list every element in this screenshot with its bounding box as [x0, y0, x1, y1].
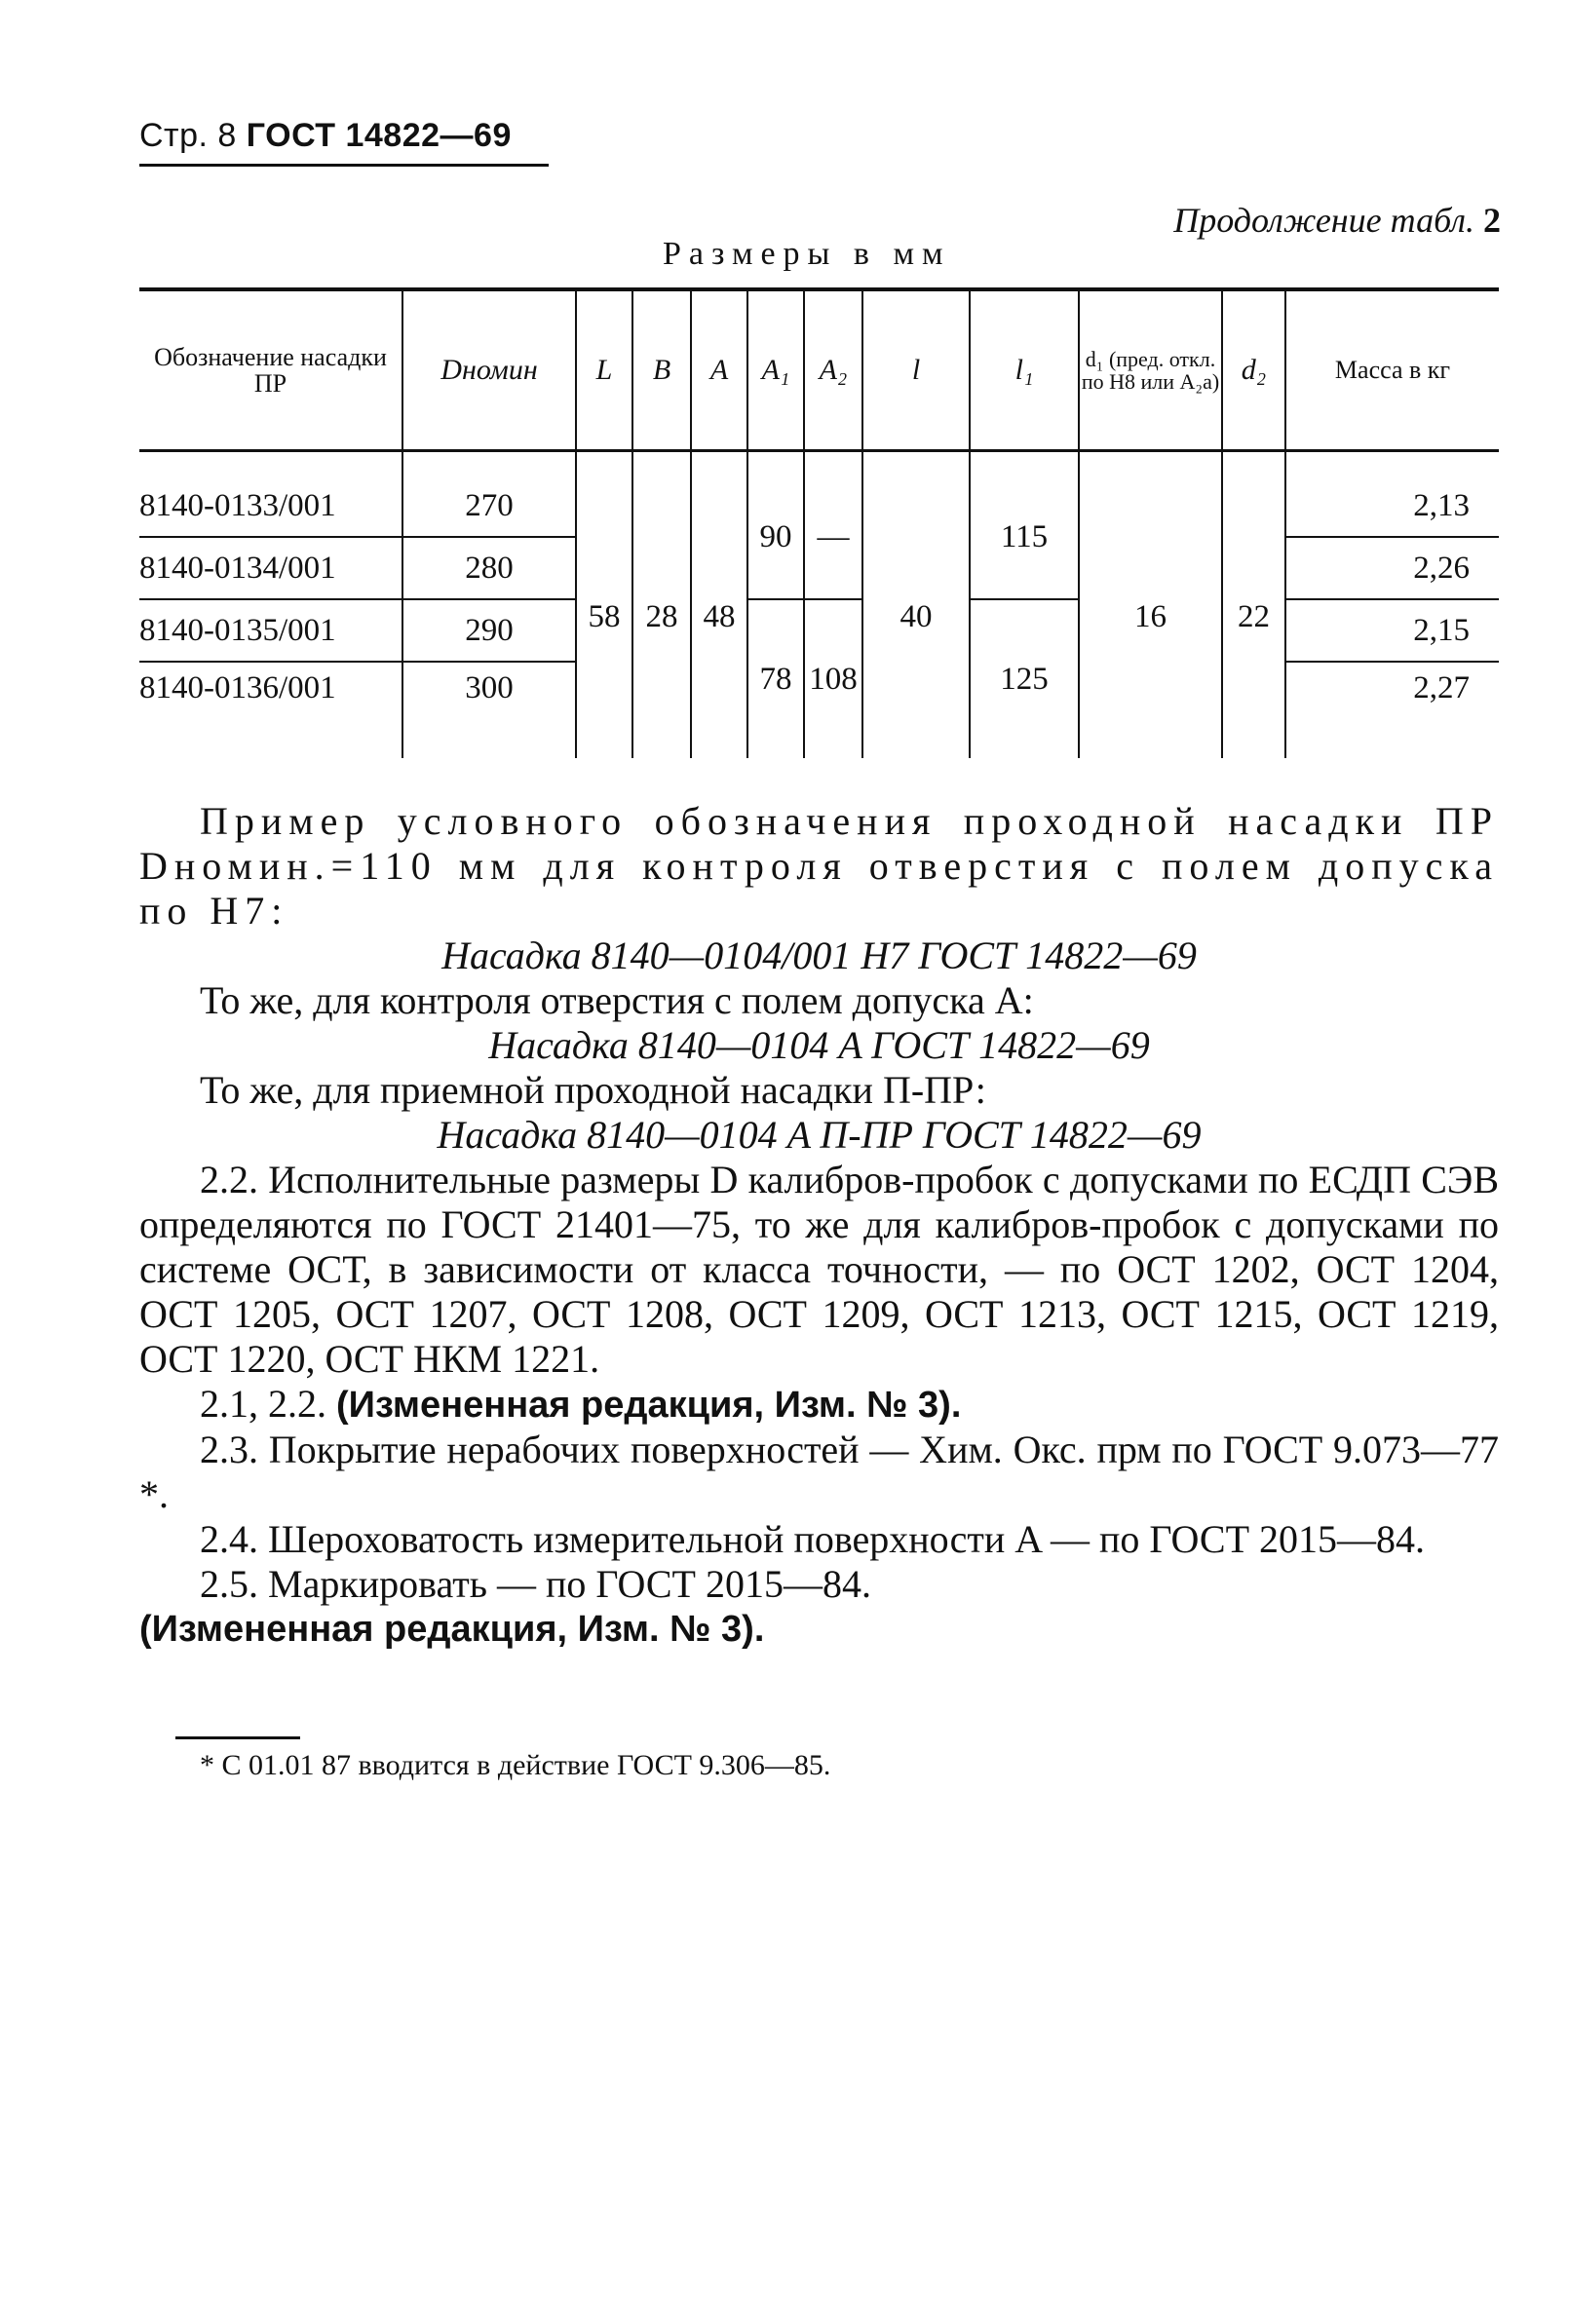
example-code-3: Насадка 8140—0104 A П-ПР ГОСТ 14822—69: [437, 1113, 1202, 1157]
continuation-label: Продолжение табл.: [1173, 201, 1474, 240]
row-d-nom: 270: [402, 451, 576, 538]
clause-2-3: 2.3. Покрытие нерабочих поверхностей — Хим. Окс. прм по ГОСТ 9.073—77 *.: [139, 1428, 1499, 1516]
col-d-nom: Dномин: [402, 289, 576, 451]
cell-l1-bottom: 125: [970, 599, 1079, 758]
row-designation: 8140-0134/001: [139, 537, 402, 599]
col-A1: A₁: [747, 289, 804, 451]
row-designation: 8140-0136/001: [139, 662, 402, 758]
example-code-1: Насадка 8140—0104/001 H7 ГОСТ 14822—69: [441, 933, 1197, 977]
col-L: L: [576, 289, 632, 451]
col-B: B: [632, 289, 691, 451]
clause-2-4: 2.4. Шероховатость измерительной поверхности A — по ГОСТ 2015—84.: [200, 1517, 1426, 1561]
col-designation: Обозначение насадки ПР: [139, 289, 402, 451]
clause-2-2: 2.2. Исполнительные размеры D калибров-пробок с допусками по ЕСДП СЭВ определяются по ГОСТ 21401—75, то же для калибров-пробок с допусками по системе ОСТ, в зависимости от класса точности, — по ОСТ 1202, ОСТ 1204, ОСТ 1205, ОСТ 1207, ОСТ 1208, ОСТ 1209, ОСТ 1213, ОСТ 1215, ОСТ 1219, ОСТ 1220, ОСТ НКМ 1221.: [139, 1158, 1499, 1381]
footnote: * С 01.01 87 вводится в действие ГОСТ 9.306—85.: [200, 1749, 831, 1781]
table-continuation: [1173, 200, 1501, 241]
row-mass: 2,26: [1285, 537, 1499, 599]
col-l1: l₁: [970, 289, 1079, 451]
table-number: 2: [1483, 201, 1501, 240]
example-3-intro: То же, для приемной проходной насадки П-ПР:: [200, 1068, 986, 1112]
clause-2-1-amendment: [139, 1382, 1499, 1428]
cell-A2-top: —: [804, 451, 862, 600]
amendment-ref: 2.1, 2.2.: [200, 1382, 326, 1426]
units-caption: Размеры в мм: [663, 236, 951, 272]
row-mass: 2,15: [1285, 599, 1499, 662]
cell-A1-bottom: 78: [747, 599, 804, 758]
page-header: [139, 117, 512, 155]
cell-l: 40: [862, 451, 970, 759]
cell-L: 58: [576, 451, 632, 759]
row-d-nom: 290: [402, 599, 576, 662]
clause-2-5: 2.5. Маркировать — по ГОСТ 2015—84.: [200, 1562, 871, 1606]
row-mass: 2,27: [1285, 662, 1499, 758]
amendment-note: (Измененная редакция, Изм. № 3).: [336, 1385, 962, 1426]
col-A: A: [691, 289, 747, 451]
cell-B: 28: [632, 451, 691, 759]
example-intro: Пример условного обозначения проходной насадки ПР Dномин.=110 мм для контроля отверстия с полем допуска по H7:: [139, 799, 1499, 933]
table-header-row: [139, 289, 1499, 451]
table-row: [139, 599, 1499, 662]
cell-d2: 22: [1222, 451, 1285, 759]
cell-A1-top: 90: [747, 451, 804, 600]
col-mass: Масса в кг: [1285, 289, 1499, 451]
standard-number: ГОСТ 14822—69: [246, 117, 512, 154]
row-mass: 2,13: [1285, 451, 1499, 538]
row-designation: 8140-0133/001: [139, 451, 402, 538]
header-rule: [139, 164, 549, 167]
col-l: l: [862, 289, 970, 451]
page-label: Стр. 8: [139, 117, 237, 154]
example-code-2: Насадка 8140—0104 A ГОСТ 14822—69: [488, 1023, 1150, 1067]
footnote-rule: [175, 1736, 300, 1739]
table-row: [139, 451, 1499, 538]
cell-l1-top: 115: [970, 451, 1079, 600]
cell-d1: 16: [1079, 451, 1222, 759]
col-A2: A₂: [804, 289, 862, 451]
row-designation: 8140-0135/001: [139, 599, 402, 662]
cell-A2-bottom: 108: [804, 599, 862, 758]
row-d-nom: 300: [402, 662, 576, 758]
spec-table: [139, 287, 1499, 758]
body-text: [139, 799, 1499, 1652]
col-d1: d₁ (пред. откл. по H8 или A₂a): [1079, 289, 1222, 451]
clause-2-5-amendment: (Измененная редакция, Изм. № 3).: [139, 1609, 765, 1650]
cell-A: 48: [691, 451, 747, 759]
example-2-intro: То же, для контроля отверстия с полем допуска A:: [200, 978, 1034, 1022]
row-d-nom: 280: [402, 537, 576, 599]
col-d2: d₂: [1222, 289, 1285, 451]
